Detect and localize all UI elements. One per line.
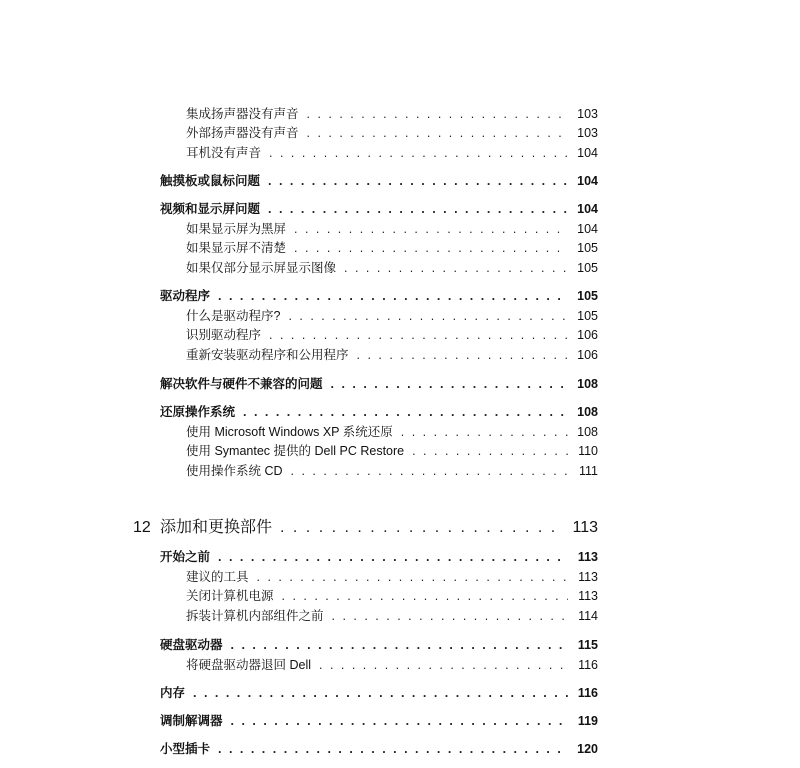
toc-section-title: 内存 xyxy=(160,686,186,700)
dot-leader xyxy=(408,444,568,458)
toc-entry[interactable] xyxy=(186,345,598,363)
toc-section-page: 105 xyxy=(577,289,598,303)
toc-entry-page: 113 xyxy=(578,570,598,584)
toc-section[interactable] xyxy=(160,683,598,701)
dot-leader xyxy=(214,742,568,756)
toc-entry-page: 114 xyxy=(578,609,598,623)
toc-entry[interactable] xyxy=(186,325,598,343)
dot-leader xyxy=(397,425,568,439)
toc-entry-page: 108 xyxy=(577,425,598,439)
toc-entry-title: 使用操作系统 CD xyxy=(186,464,283,478)
toc-section-title: 驱动程序 xyxy=(160,289,211,303)
dot-leader xyxy=(278,589,568,603)
dot-leader xyxy=(189,686,568,700)
toc-entry-title: 如果仅部分显示屏显示图像 xyxy=(186,261,337,275)
toc-section-title: 触摸板或鼠标问题 xyxy=(160,174,261,188)
toc-entry-page: 103 xyxy=(577,107,598,121)
toc-entry[interactable] xyxy=(186,258,598,276)
dot-leader xyxy=(214,289,568,303)
toc-entry-title: 集成扬声器没有声音 xyxy=(186,107,299,121)
toc-entry-title: 识别驱动程序 xyxy=(186,328,262,342)
toc-entry-title: 如果显示屏不清楚 xyxy=(186,241,287,255)
toc-entry[interactable] xyxy=(186,219,598,237)
toc-entry-page: 116 xyxy=(578,658,598,672)
toc-entry-title: 将硬盘驱动器退回 Dell xyxy=(186,658,312,672)
dot-leader xyxy=(276,519,564,537)
toc-section[interactable] xyxy=(160,171,598,189)
dot-leader xyxy=(340,261,568,275)
dot-leader xyxy=(327,377,568,391)
toc-chapter-number: 12 xyxy=(133,519,151,536)
dot-leader xyxy=(303,126,568,140)
toc-entry-page: 105 xyxy=(577,309,598,323)
toc-entry-page: 105 xyxy=(577,241,598,255)
toc-entry-title: 使用 Microsoft Windows XP 系统还原 xyxy=(186,425,393,439)
dot-leader xyxy=(315,658,568,672)
dot-leader xyxy=(290,222,568,236)
toc-section-page: 115 xyxy=(577,638,598,652)
toc-entry-title: 外部扬声器没有声音 xyxy=(186,126,299,140)
toc-entry-page: 113 xyxy=(578,589,598,603)
toc-entry-page: 104 xyxy=(577,146,598,160)
toc-entry[interactable] xyxy=(186,441,598,459)
dot-leader xyxy=(284,309,568,323)
toc-section[interactable] xyxy=(160,286,598,304)
toc-entry[interactable] xyxy=(186,606,598,624)
dot-leader xyxy=(253,570,568,584)
toc-section-title: 解决软件与硬件不兼容的问题 xyxy=(160,377,323,391)
toc-section[interactable] xyxy=(160,711,598,729)
toc-section-title: 调制解调器 xyxy=(160,714,223,728)
toc-section-page: 104 xyxy=(577,202,598,216)
toc-entry-title: 耳机没有声音 xyxy=(186,146,262,160)
toc-entry-page: 111 xyxy=(578,464,598,478)
toc-section[interactable] xyxy=(160,402,598,420)
toc-section[interactable] xyxy=(160,635,598,653)
toc-chapter-page: 113 xyxy=(572,519,598,536)
toc-entry[interactable] xyxy=(186,306,598,324)
toc-section[interactable] xyxy=(160,199,598,217)
toc-section-page: 113 xyxy=(577,550,598,564)
dot-leader xyxy=(214,550,568,564)
toc-section-page: 108 xyxy=(577,377,598,391)
toc-section-page: 104 xyxy=(577,174,598,188)
toc-entry[interactable] xyxy=(186,586,598,604)
toc-entry-title: 建议的工具 xyxy=(186,570,249,584)
toc-section-title: 硬盘驱动器 xyxy=(160,638,223,652)
toc-entry-title: 什么是驱动程序? xyxy=(186,309,281,323)
toc-entry-page: 104 xyxy=(577,222,598,236)
dot-leader xyxy=(287,464,568,478)
toc-entry[interactable] xyxy=(186,143,598,161)
toc-entry-title: 使用 Symantec 提供的 Dell PC Restore xyxy=(186,444,405,458)
toc-entry[interactable] xyxy=(186,567,598,585)
dot-leader xyxy=(290,241,568,255)
toc-entry[interactable] xyxy=(186,422,598,440)
toc-entry-page: 106 xyxy=(577,328,598,342)
toc-entry-title: 拆装计算机内部组件之前 xyxy=(186,609,324,623)
toc-entry[interactable] xyxy=(186,104,598,122)
dot-leader xyxy=(265,328,568,342)
dot-leader xyxy=(328,609,568,623)
toc-section-page: 120 xyxy=(577,742,598,756)
toc-entry-title: 关闭计算机电源 xyxy=(186,589,274,603)
toc-section-title: 小型插卡 xyxy=(160,742,211,756)
toc-section[interactable] xyxy=(160,374,598,392)
toc-entry-page: 110 xyxy=(578,444,598,458)
toc-entry[interactable] xyxy=(186,238,598,256)
dot-leader xyxy=(265,146,568,160)
toc-entry-title: 重新安装驱动程序和公用程序 xyxy=(186,348,349,362)
dot-leader xyxy=(227,714,568,728)
toc-entry-page: 105 xyxy=(577,261,598,275)
toc-section-page: 108 xyxy=(577,405,598,419)
dot-leader xyxy=(264,202,568,216)
toc-section-title: 开始之前 xyxy=(160,550,211,564)
dot-leader xyxy=(264,174,568,188)
toc-section[interactable] xyxy=(160,739,598,757)
dot-leader xyxy=(303,107,568,121)
toc-section[interactable] xyxy=(160,547,598,565)
toc-entry[interactable] xyxy=(186,461,598,479)
dot-leader xyxy=(353,348,568,362)
dot-leader xyxy=(239,405,568,419)
toc-chapter[interactable] xyxy=(133,514,598,537)
toc-section-title: 视频和显示屏问题 xyxy=(160,202,261,216)
toc-entry-page: 103 xyxy=(577,126,598,140)
toc-entry[interactable] xyxy=(186,655,598,673)
toc-section-page: 116 xyxy=(577,686,598,700)
toc-entry-page: 106 xyxy=(577,348,598,362)
toc-section-title: 还原操作系统 xyxy=(160,405,236,419)
toc-chapter-title: 添加和更换部件 xyxy=(160,519,273,536)
toc-entry[interactable] xyxy=(186,123,598,141)
toc-section-page: 119 xyxy=(577,714,598,728)
dot-leader xyxy=(227,638,568,652)
toc-entry-title: 如果显示屏为黑屏 xyxy=(186,222,287,236)
